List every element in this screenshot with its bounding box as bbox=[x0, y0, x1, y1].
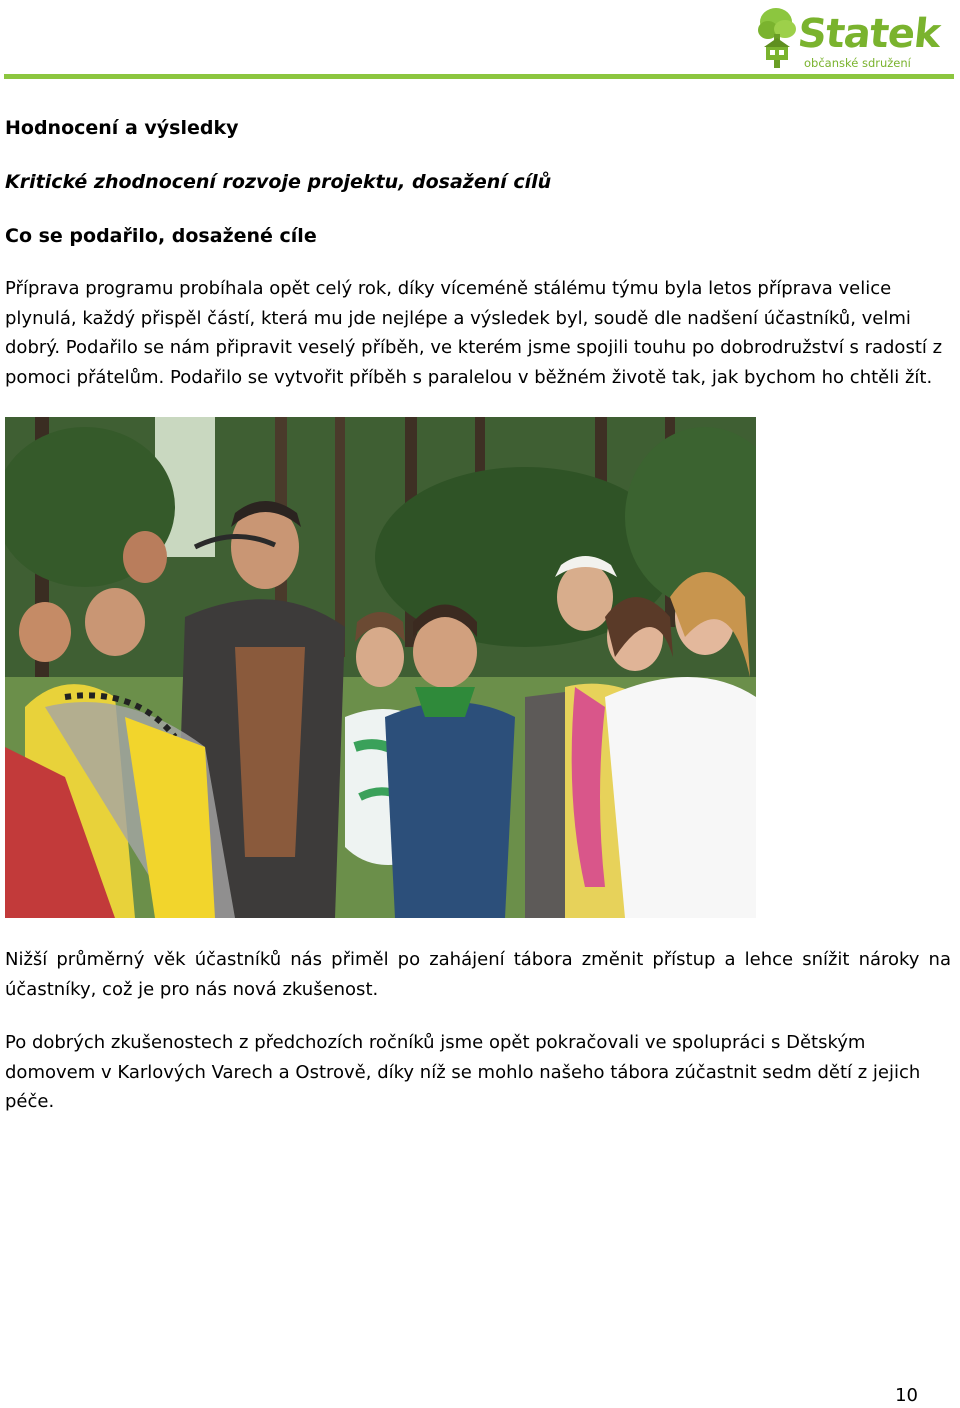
page-header bbox=[0, 0, 960, 82]
tree-house-icon bbox=[756, 6, 800, 70]
subheading-achieved-goals: Co se podařilo, dosažené cíle bbox=[5, 225, 317, 247]
paragraph-preparation: Příprava programu probíhala opět celý rok, díky víceméně stálému týmu byla letos příprava velice plynulá, každý přispěl částí, která mu jde nejlépe a výsledek byl, soudě dle nadšení účastníků, velmi dobrý. Podařilo se nám připravit veselý příběh, ve kterém jsme spojili touhu po dobrodružství s radostí z pomoci přátelům. Podařilo se vytvořit příběh s paralelou v běžném životě tak, jak bychom ho chtěli žít. bbox=[5, 278, 943, 388]
header-rule bbox=[4, 74, 954, 79]
camp-photo bbox=[5, 417, 756, 918]
paragraph-cooperation: Po dobrých zkušenostech z předchozích ročníků jsme opět pokračovali ve spolupráci s Dětským domovem v Karlových Varech a Ostrově, díky níž se mohlo našeho tábora zúčastnit sedm dětí z jejich péče. bbox=[5, 1032, 921, 1112]
statek-logo bbox=[756, 6, 943, 70]
page-number: 10 bbox=[895, 1385, 918, 1406]
logo-wordmark: Statek bbox=[795, 11, 943, 57]
paragraph-age-adjustment: Nižší průměrný věk účastníků nás přiměl po zahájení tábora změnit přístup a lehce snížit nároky na účastníky, což je pro nás nová zkušenost. bbox=[5, 949, 951, 1000]
section-heading-results: Hodnocení a výsledky bbox=[5, 117, 239, 139]
subheading-critical-evaluation: Kritické zhodnocení rozvoje projektu, dosažení cílů bbox=[5, 171, 552, 193]
logo-subtitle: občanské sdružení bbox=[804, 56, 911, 70]
camp-photo-image bbox=[5, 417, 756, 918]
